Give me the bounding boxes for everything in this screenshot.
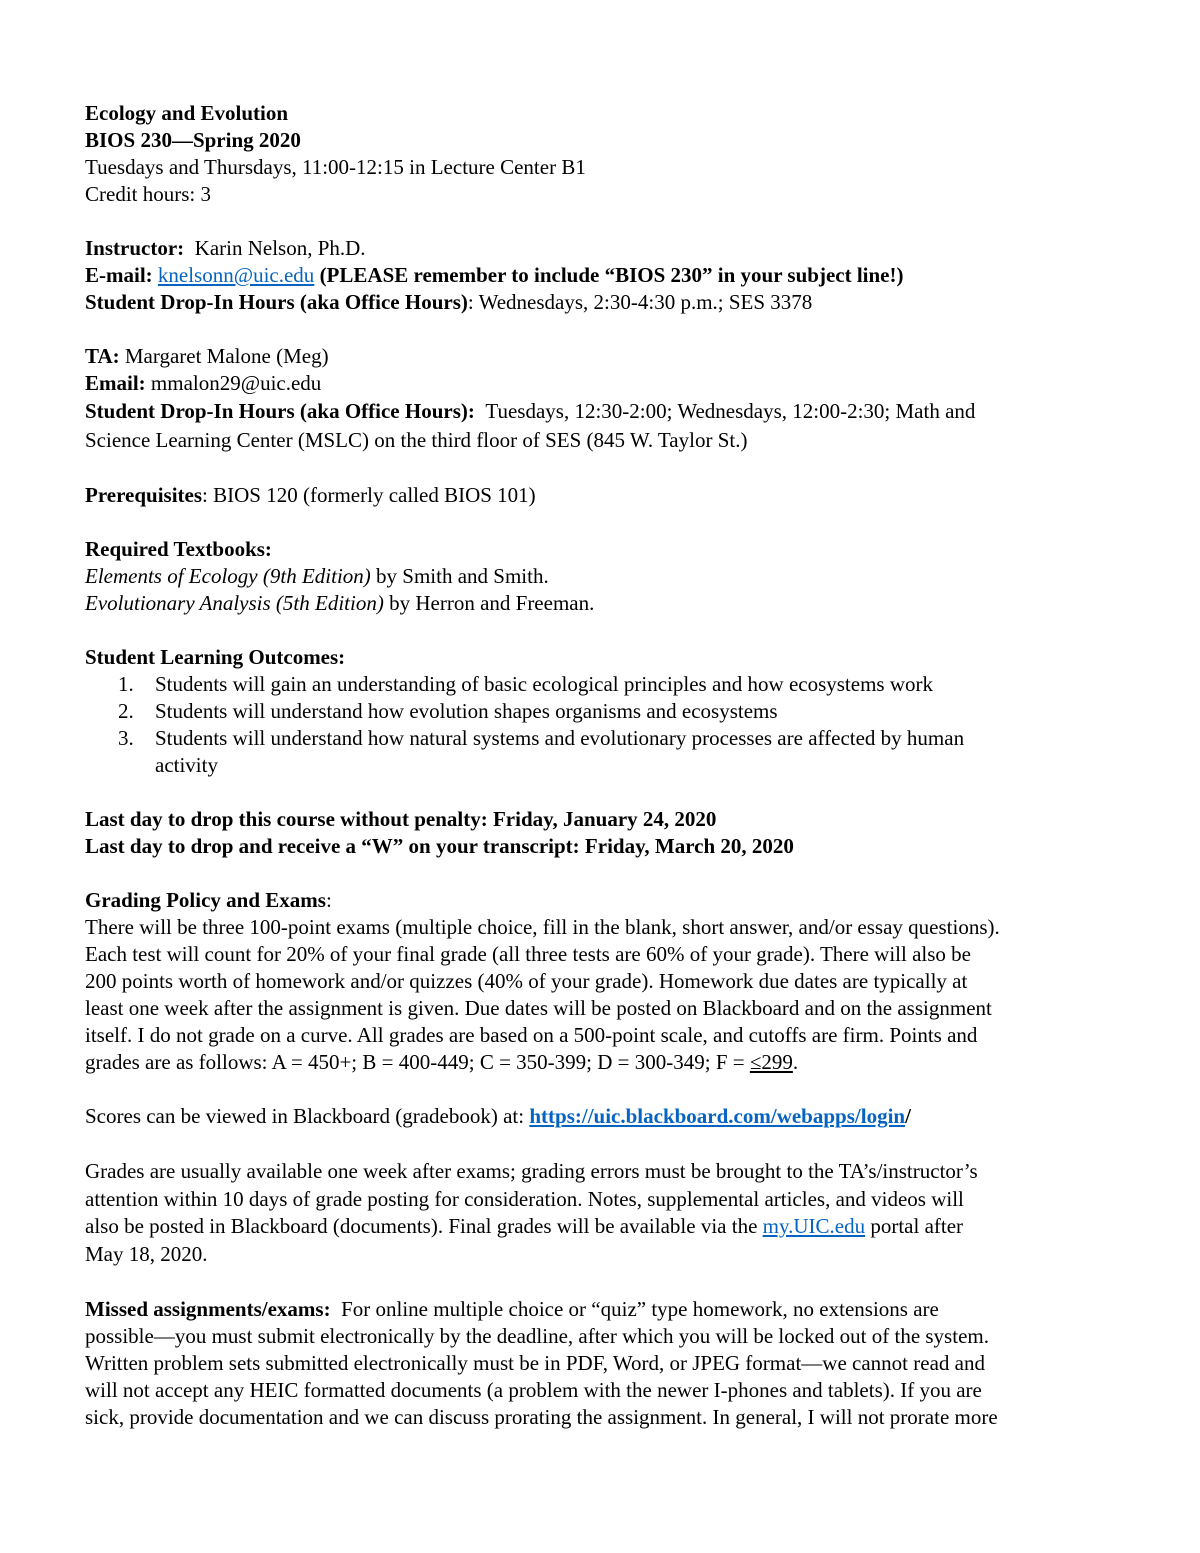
outcome-text: Students will understand how evolution shapes organisms and ecosystems [155,699,778,723]
grades-line: Grades are usually available one week after exams; grading errors must be brought to the TA’s/instructor’s [85,1159,978,1183]
ta-hours-line [85,397,1125,426]
grades-line: May 18, 2020. [85,1242,208,1266]
textbook-title: Evolutionary Analysis (5th Edition) [85,591,384,615]
instructor-email-link[interactable]: knelsonn@uic.edu [157,263,315,287]
grading-heading-line [85,887,1125,914]
ta-line [85,343,1125,370]
missed-label: Missed assignments/exams: [85,1297,331,1321]
missed-text: For online multiple choice or “quiz” type homework, no extensions are [330,1297,939,1321]
withdraw-deadline: Last day to drop and receive a “W” on your transcript: Friday, March 20, 2020 [85,834,794,858]
missed-line [85,1296,1125,1323]
ta-email: mmalon29@uic.edu [150,371,322,395]
blackboard-link[interactable]: https://uic.blackboard.com/webapps/login [529,1104,906,1128]
grading-line: There will be three 100-point exams (multiple choice, fill in the blank, short answer, and/or essay questions). [85,915,1000,939]
missed-line: sick, provide documentation and we can discuss prorating the assignment. In general, I will not prorate more [85,1405,998,1429]
grades-line [85,1213,1125,1240]
prerequisites-line [85,482,1125,509]
textbooks-heading: Required Textbooks: [85,537,272,561]
grade-scale: grades are as follows: A = 450+; B = 400-449; C = 350-399; D = 300-349; F = [85,1050,750,1074]
textbook-authors: by Smith and Smith. [376,564,549,588]
outcome-item [85,671,1125,698]
outcome-number: 1. [118,672,134,696]
ta-hours-label: Student Drop-In Hours (aka Office Hours): [85,399,475,423]
ta-name: Margaret Malone (Meg) [124,344,329,368]
outcome-text-cont: activity [155,753,218,777]
scores-text: Scores can be viewed in Blackboard (gradebook) at: [85,1104,530,1128]
grading-line: itself. I do not grade on a curve. All grades are based on a 500-point scale, and cutoffs are firm. Points and [85,1023,978,1047]
ta-label: TA: [85,344,120,368]
instructor-email-label: E-mail: [85,263,153,287]
grade-scale-line [85,1049,1125,1076]
ta-email-label: Email: [85,371,146,395]
outcome-item [85,725,1125,779]
missed-line: possible—you must submit electronically by the deadline, after which you will be locked out of the system. [85,1324,989,1348]
instructor-hours-line [85,289,1125,316]
drop-deadline: Last day to drop this course without penalty: Friday, January 24, 2020 [85,807,717,831]
textbook-item [85,590,1125,617]
ta-hours-line1: Tuesdays, 12:30-2:00; Wednesdays, 12:00-2:30; Math and [485,399,976,423]
textbook-title: Elements of Ecology (9th Edition) [85,564,371,588]
credit-hours: Credit hours: 3 [85,182,211,206]
missed-line: will not accept any HEIC formatted documents (a problem with the newer I-phones and tablets). If you are [85,1378,982,1402]
grades-line: attention within 10 days of grade posting for consideration. Notes, supplemental articles, and videos will [85,1187,964,1211]
instructor-email-line [85,262,1125,289]
textbook-authors: by Herron and Freeman. [389,591,595,615]
grade-scale-f: ≤299 [749,1050,793,1074]
instructor-line [85,235,1125,262]
grade-scale-end: . [792,1050,799,1074]
syllabus-page [85,100,1125,1431]
course-title: Ecology and Evolution [85,101,289,125]
ta-hours-line2: Science Learning Center (MSLC) on the third floor of SES (845 W. Taylor St.) [85,428,748,452]
instructor-email-note: (PLEASE remember to include “BIOS 230” in your subject line!) [319,263,904,287]
prerequisites-value: : BIOS 120 (formerly called BIOS 101) [202,483,536,507]
course-code: BIOS 230—Spring 2020 [85,128,301,152]
scores-slash: / [905,1104,911,1128]
uic-portal-link[interactable]: my.UIC.edu [762,1214,866,1238]
outcome-text: Students will understand how natural systems and evolutionary processes are affected by human [155,726,965,750]
grades-line3-end: portal after [865,1214,964,1238]
outcome-item [85,698,1125,725]
outcomes-list [85,671,1125,779]
grading-line: Each test will count for 20% of your final grade (all three tests are 60% of your grade). There will also be [85,942,971,966]
grading-line: least one week after the assignment is given. Due dates will be posted on Blackboard and on the assignment [85,996,992,1020]
scores-line [85,1103,1125,1130]
grading-heading: Grading Policy and Exams [85,888,326,912]
outcome-number: 2. [118,699,134,723]
instructor-hours-value: : Wednesdays, 2:30-4:30 p.m.; SES 3378 [467,290,813,314]
instructor-hours-label: Student Drop-In Hours (aka Office Hours) [85,290,468,314]
outcome-number: 3. [118,726,134,750]
instructor-label: Instructor: [85,236,185,260]
ta-email-line [85,370,1125,397]
grading-heading-colon: : [325,888,332,912]
outcomes-heading: Student Learning Outcomes: [85,645,346,669]
course-schedule: Tuesdays and Thursdays, 11:00-12:15 in Lecture Center B1 [85,155,586,179]
grading-line: 200 points worth of homework and/or quizzes (40% of your grade). Homework due dates are typically at [85,969,968,993]
missed-line: Written problem sets submitted electronically must be in PDF, Word, or JPEG format—we cannot read and [85,1351,985,1375]
instructor-name: Karin Nelson, Ph.D. [194,236,366,260]
textbook-item [85,563,1125,590]
grades-line3: also be posted in Blackboard (documents). Final grades will be available via the [85,1214,763,1238]
outcome-text: Students will gain an understanding of basic ecological principles and how ecosystems work [155,672,933,696]
prerequisites-label: Prerequisites [85,483,203,507]
